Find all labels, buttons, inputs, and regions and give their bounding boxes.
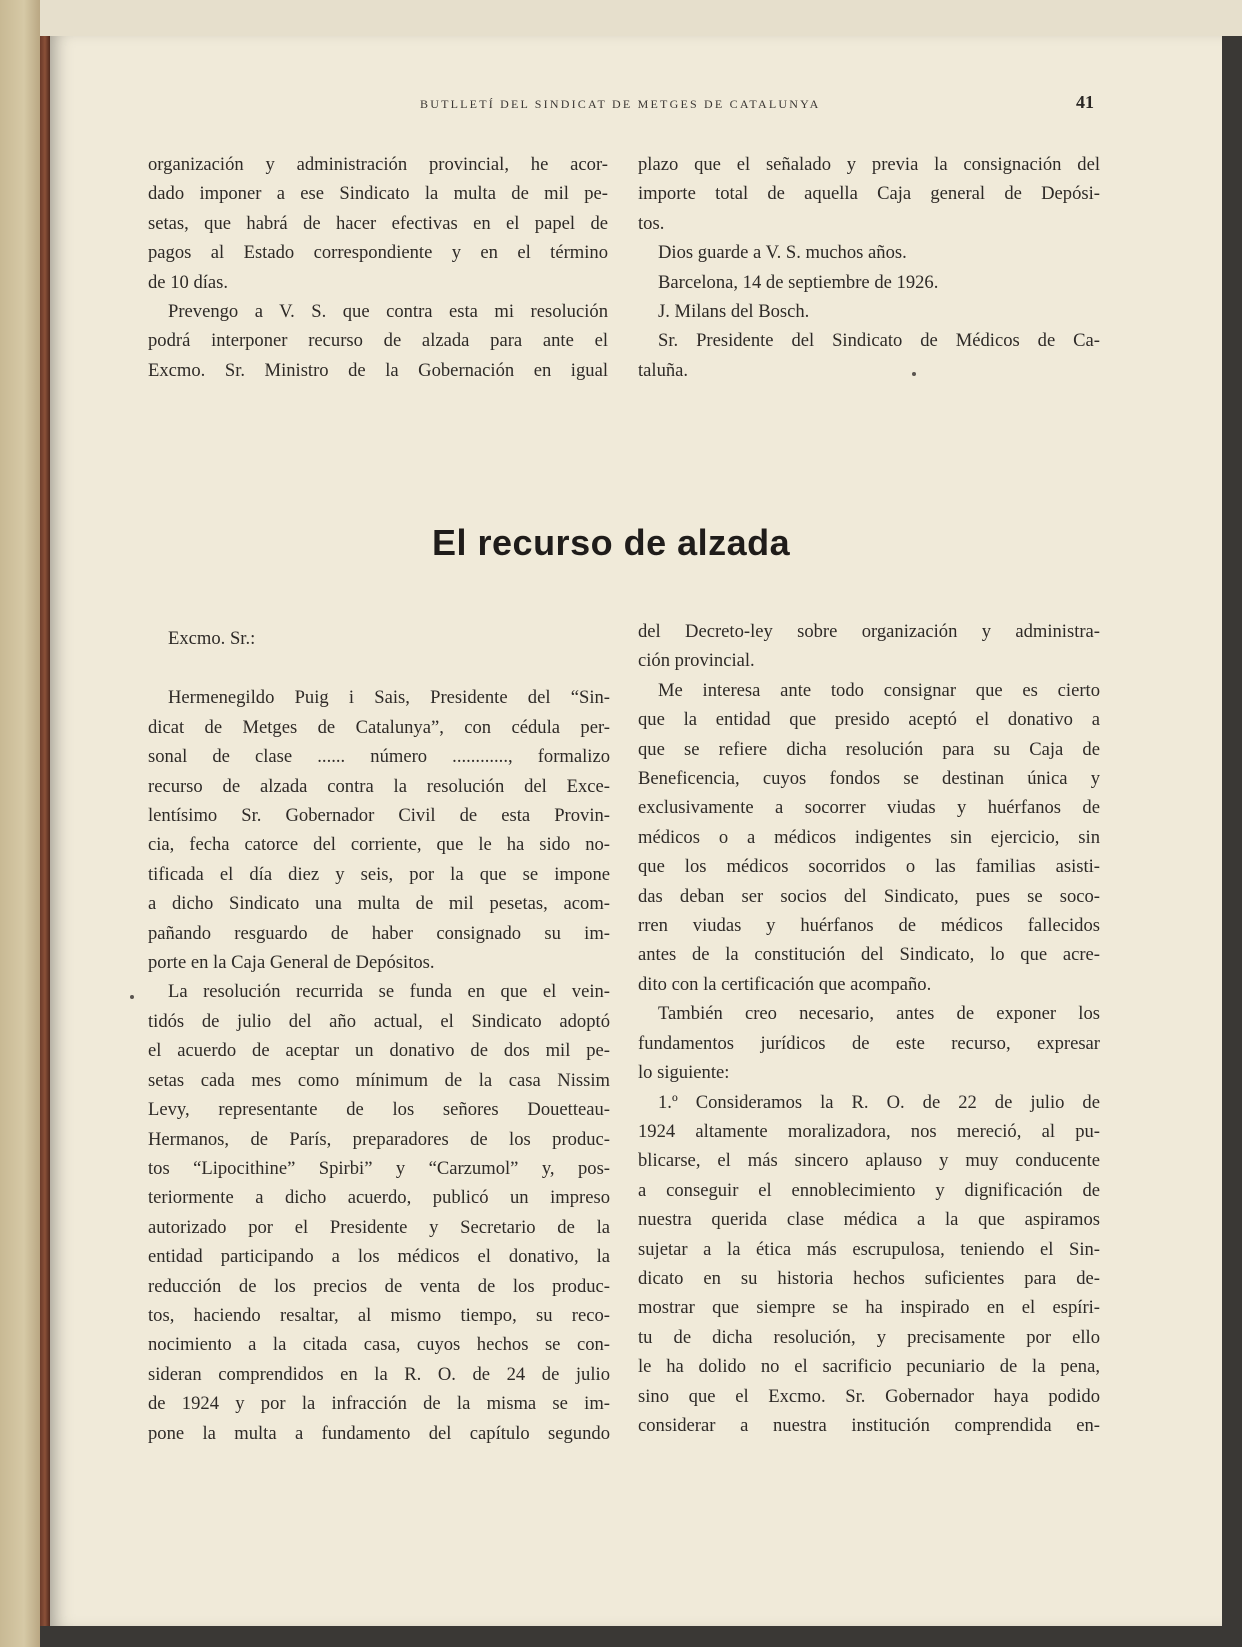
text-line: Hermenegildo Puig i Sais, Presidente del “Sin- — [168, 687, 610, 709]
text-line: tos. — [638, 212, 665, 234]
text-line: tos, haciendo resaltar, al mismo tiempo, su reco- — [148, 1304, 610, 1326]
text-line: autorizado por el Presidente y Secretario de la — [148, 1216, 610, 1238]
text-line: Beneficencia, cuyos fondos se destinan única y — [638, 768, 1100, 790]
text-line: de 10 días. — [148, 271, 229, 293]
text-line: rren viudas y huérfanos de médicos fallecidos — [638, 915, 1100, 937]
scan-border-bottom — [40, 1626, 1242, 1647]
text-line: J. Milans del Bosch. — [658, 301, 810, 323]
text-line: del Decreto-ley sobre organización y administra- — [638, 621, 1100, 642]
text-line: taluña. — [638, 359, 689, 381]
text-line: el acuerdo de aceptar un donativo de dos mil pe- — [148, 1040, 610, 1062]
text-line: médicos o a médicos indigentes sin ejercicio, sin — [638, 826, 1100, 848]
salutation: Excmo. Sr.: — [168, 628, 256, 649]
text-line: tos “Lipocithine” Spirbi” y “Carzumol” y, pos- — [148, 1157, 610, 1179]
text-line: plazo que el señalado y previa la consignación del — [638, 154, 1100, 175]
text-line: dado imponer a ese Sindicato la multa de mil pe- — [148, 183, 608, 205]
text-line: 1.º Consideramos la R. O. de 22 de julio de — [658, 1091, 1100, 1113]
text-line: sonal de clase ...... número ............, formalizo — [148, 746, 610, 768]
text-line: tu de dicha resolución, y precisamente por ello — [638, 1326, 1100, 1348]
text-line: tidós de julio del año actual, el Sindicato adoptó — [148, 1010, 610, 1032]
text-line: entidad participando a los médicos el donativo, la — [148, 1246, 610, 1268]
ink-speck — [130, 995, 134, 999]
text-line: 1924 altamente moralizadora, nos mereció, al pu- — [638, 1120, 1100, 1142]
text-line: setas, que habrá de hacer efectivas en el papel de — [148, 212, 608, 234]
text-line: Hermanos, de París, preparadores de los produc- — [148, 1128, 610, 1150]
text-line: pagos al Estado correspondiente y en el término — [148, 242, 608, 264]
page-number: 41 — [1076, 92, 1094, 112]
text-line: dicat de Metges de Catalunya”, con cédula per- — [148, 716, 610, 738]
text-line: le ha dolido no el sacrificio pecuniario de la pena, — [638, 1356, 1100, 1378]
text-line: que la entidad que presido aceptó el donativo a — [638, 709, 1100, 731]
text-line: pone la multa a fundamento del capítulo segundo — [148, 1422, 610, 1444]
book-spine — [40, 36, 50, 1626]
bottom-left-column — [148, 624, 610, 1448]
text-line: organización y administración provincial, he acor- — [148, 154, 608, 175]
text-line: recurso de alzada contra la resolución del Exce- — [148, 775, 610, 797]
text-line: blicarse, el más sincero aplauso y muy conducente — [638, 1150, 1100, 1172]
top-left-column — [148, 150, 608, 385]
text-line: dito con la certificación que acompaño. — [638, 973, 932, 995]
text-line: podrá interponer recurso de alzada para ante el — [148, 330, 608, 352]
text-line: setas cada mes como mínimum de la casa Nissim — [148, 1069, 610, 1091]
text-line: reducción de los precios de venta de los produc- — [148, 1275, 610, 1297]
text-line: cia, fecha catorce del corriente, que le ha sido no- — [148, 834, 610, 856]
running-head-text: BUTLLETÍ DEL SINDICAT DE METGES DE CATALUNYA — [420, 97, 821, 111]
text-line: que los médicos socorridos o las familias asisti- — [638, 856, 1100, 878]
text-line: nuestra querida clase médica a la que aspiramos — [638, 1209, 1100, 1231]
text-line: Me interesa ante todo consignar que es cierto — [658, 679, 1100, 701]
text-line: lo siguiente: — [638, 1062, 730, 1084]
text-line: sideran comprendidos en la R. O. de 24 de julio — [148, 1363, 610, 1385]
text-line: antes de la constitución del Sindicato, lo que acre- — [638, 944, 1100, 966]
text-line: considerar a nuestra institución comprendida en- — [638, 1414, 1100, 1436]
text-line: Sr. Presidente del Sindicato de Médicos de Ca- — [658, 330, 1100, 352]
text-line: tificada el día diez y seis, por la que se impone — [148, 863, 610, 885]
bottom-right-column — [638, 617, 1100, 1440]
text-line: pañando resguardo de haber consignado su im- — [148, 922, 610, 944]
text-line: das deban ser socios del Sindicato, pues se soco- — [638, 885, 1100, 907]
text-line: Prevengo a V. S. que contra esta mi resolución — [168, 301, 608, 323]
top-right-column — [638, 150, 1100, 385]
text-line: porte en la Caja General de Depósitos. — [148, 952, 435, 974]
text-line: a dicho Sindicato una multa de mil pesetas, acom- — [148, 893, 610, 915]
text-line: exclusivamente a socorrer viudas y huérfanos de — [638, 797, 1100, 819]
text-line: sino que el Excmo. Sr. Gobernador haya podido — [638, 1385, 1100, 1407]
text-line: teriormente a dicho acuerdo, publicó un impreso — [148, 1187, 610, 1209]
text-line: También creo necesario, antes de exponer los — [658, 1003, 1100, 1025]
text-line: de 1924 y por la infracción de la misma se im- — [148, 1393, 610, 1415]
text-line: a conseguir el ennoblecimiento y dignificación de — [638, 1179, 1100, 1201]
text-line: Levy, representante de los señores Douetteau- — [148, 1099, 610, 1121]
text-line: mostrar que siempre se ha inspirado en el espíri- — [638, 1297, 1100, 1319]
text-line: dicato en su historia hechos suficientes para de- — [638, 1267, 1100, 1289]
text-line: Excmo. Sr. Ministro de la Gobernación en igual — [148, 359, 608, 381]
text-line: lentísimo Sr. Gobernador Civil de esta Provin- — [148, 805, 610, 827]
text-line: nocimiento a la citada casa, cuyos hechos se con- — [148, 1334, 610, 1356]
text-line: Barcelona, 14 de septiembre de 1926. — [658, 271, 939, 293]
text-line: ción provincial. — [638, 650, 755, 672]
text-line: que se refiere dicha resolución para su Caja de — [638, 738, 1100, 760]
text-line: fundamentos jurídicos de este recurso, expresar — [638, 1032, 1100, 1054]
article-title-text: El recurso de alzada — [432, 522, 791, 563]
ink-speck — [912, 372, 916, 376]
text-line: importe total de aquella Caja general de Depósi- — [638, 183, 1100, 205]
text-line: Dios guarde a V. S. muchos años. — [658, 242, 907, 264]
text-line: La resolución recurrida se funda en que el vein- — [168, 981, 610, 1003]
page-left-edge — [0, 0, 40, 1647]
text-line: sujetar a la ética más escrupulosa, teniendo el Sin- — [638, 1238, 1100, 1260]
scan-border-right — [1222, 36, 1242, 1626]
